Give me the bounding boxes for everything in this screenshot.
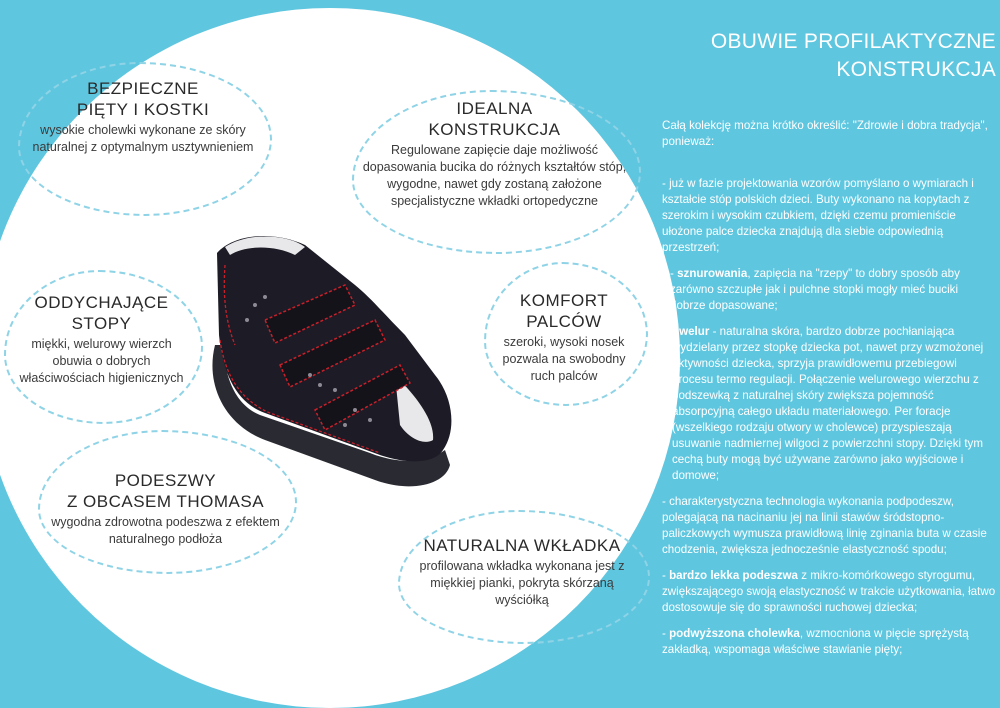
description-column (662, 28, 996, 658)
heading-line2: KONSTRUKCJA (836, 58, 996, 81)
paragraph-1 (662, 176, 996, 256)
feature-breathing-desc: miękki, welurowy wierzch obuwia o dobrych właściwościach higienicznych (19, 337, 184, 385)
shoe-image (195, 225, 475, 495)
feature-construction-title2: KONSTRUKCJA (428, 120, 561, 139)
paragraph-2 (662, 266, 996, 314)
feature-sole-title1: PODESZWY (114, 471, 217, 490)
feature-insole-desc: profilowana wkładka wykonana jest z miękkiej pianki, pokryta skórzaną wyściółką (419, 559, 625, 607)
paragraph-3-prefix: - (672, 325, 680, 338)
feature-toes-title2: PALCÓW (526, 312, 602, 331)
paragraph-5 (662, 568, 996, 616)
intro-text: Całą kolekcję można krótko określić: "Zdrowie i dobra tradycja", ponieważ: (662, 119, 988, 148)
feature-insole-title1: NATURALNA WKŁADKA (423, 536, 621, 555)
paragraph-2-prefix: - (670, 267, 678, 280)
feature-heels (28, 78, 258, 156)
paragraph-1-text: - już w fazie projektowania wzorów pomyślano o wymiarach i kształcie stóp polskich dzieci. Buty wykonano na kopytach z szerokim i wysokim czubkiem, dzięki czemu promieniście ułożone palce dziecka znajdują dla siebie odpowiednią przestrzeń; (662, 177, 974, 254)
paragraph-4 (662, 494, 996, 558)
feature-heels-desc: wysokie cholewki wykonane ze skóry naturalnej z optymalnym usztywnieniem (32, 123, 254, 154)
feature-toes (494, 290, 634, 385)
feature-heels-title2: PIĘTY I KOSTKI (76, 100, 210, 119)
feature-toes-desc: szeroki, wysoki nosek pozwala na swobodny ruch palców (502, 335, 626, 383)
feature-heels-title1: BEZPIECZNE (87, 79, 199, 98)
paragraph-4-text: - charakterystyczna technologia wykonania podpodeszw, polegającą na nacinaniu jej na linii stawów śródstopno-paliczkowych wymusza prawidłową linię zginania buta w czasie chodzenia, zwiększa jednocześnie elastyczność spodu; (662, 495, 987, 556)
paragraph-5-prefix: - (662, 569, 670, 582)
paragraph-2-bold: sznurowania (677, 267, 748, 280)
paragraph-3 (662, 324, 996, 484)
paragraph-3-bold: welur (679, 325, 710, 338)
heading-line1: OBUWIE PROFILAKTYCZNE (710, 30, 996, 53)
feature-construction (362, 98, 627, 210)
feature-sole-desc: wygodna zdrowotna podeszwa z efektem naturalnego podłoża (51, 515, 280, 546)
paragraph-2-text: , zapięcia na "rzepy" to dobry sposób aby zarówno szczupłe jak i pulchne stopki mogły mieć buciki dobrze dopasowane; (670, 267, 960, 312)
feature-insole (408, 535, 636, 609)
paragraph-3-text: - naturalna skóra, bardzo dobrze pochłaniająca wydzielany przez stopkę dziecka pot, nawet przy wzmożonej aktywności dziecka, sprzyja prawidłowemu przebiegowi procesu termo regulacji. Połączenie welurowego wierzchu z podszewką z naturalnej skóry zwiększa pojemność absorpcyjną całego układu materiałowego. Per foracje (wszelkiego rodzaju otwory w cholewce) przyspieszają usuwanie nadmiernej wilgoci z powierzchni stopy. Dzięki tym cechą buty mogą być używane zarówno jako wyjściowe i domowe; (672, 325, 984, 482)
feature-breathing-title1: ODDYCHAJĄCE (34, 293, 169, 312)
feature-breathing-title2: STOPY (71, 314, 132, 333)
paragraph-6-prefix: - (662, 627, 670, 640)
feature-sole-title2: Z OBCASEM THOMASA (66, 492, 265, 511)
feature-construction-title1: IDEALNA (456, 99, 533, 118)
feature-toes-title1: KOMFORT (519, 291, 609, 310)
paragraph-6-text: , wzmocniona w pięcie sprężystą zakładką, wspomaga właściwe stawianie pięty; (662, 627, 969, 656)
feature-construction-desc: Regulowane zapięcie daje możliwość dopasowania bucika do różnych kształtów stóp, wygodne, nawet gdy zostaną założone specjalistyczne wkładki ortopedyczne (362, 143, 627, 208)
paragraph-5-bold: bardzo lekka podeszwa (669, 569, 798, 582)
paragraph-6-bold: podwyższona cholewka (669, 627, 800, 640)
paragraph-5-text: z mikro-komórkowego styrogumu, zwiększającego swoją elastyczność w trakcie użytkowania, łatwo dostosowuje się do sprawności ruchowej dziecka; (662, 569, 996, 614)
feature-breathing (14, 292, 189, 387)
paragraph-6 (662, 626, 996, 658)
